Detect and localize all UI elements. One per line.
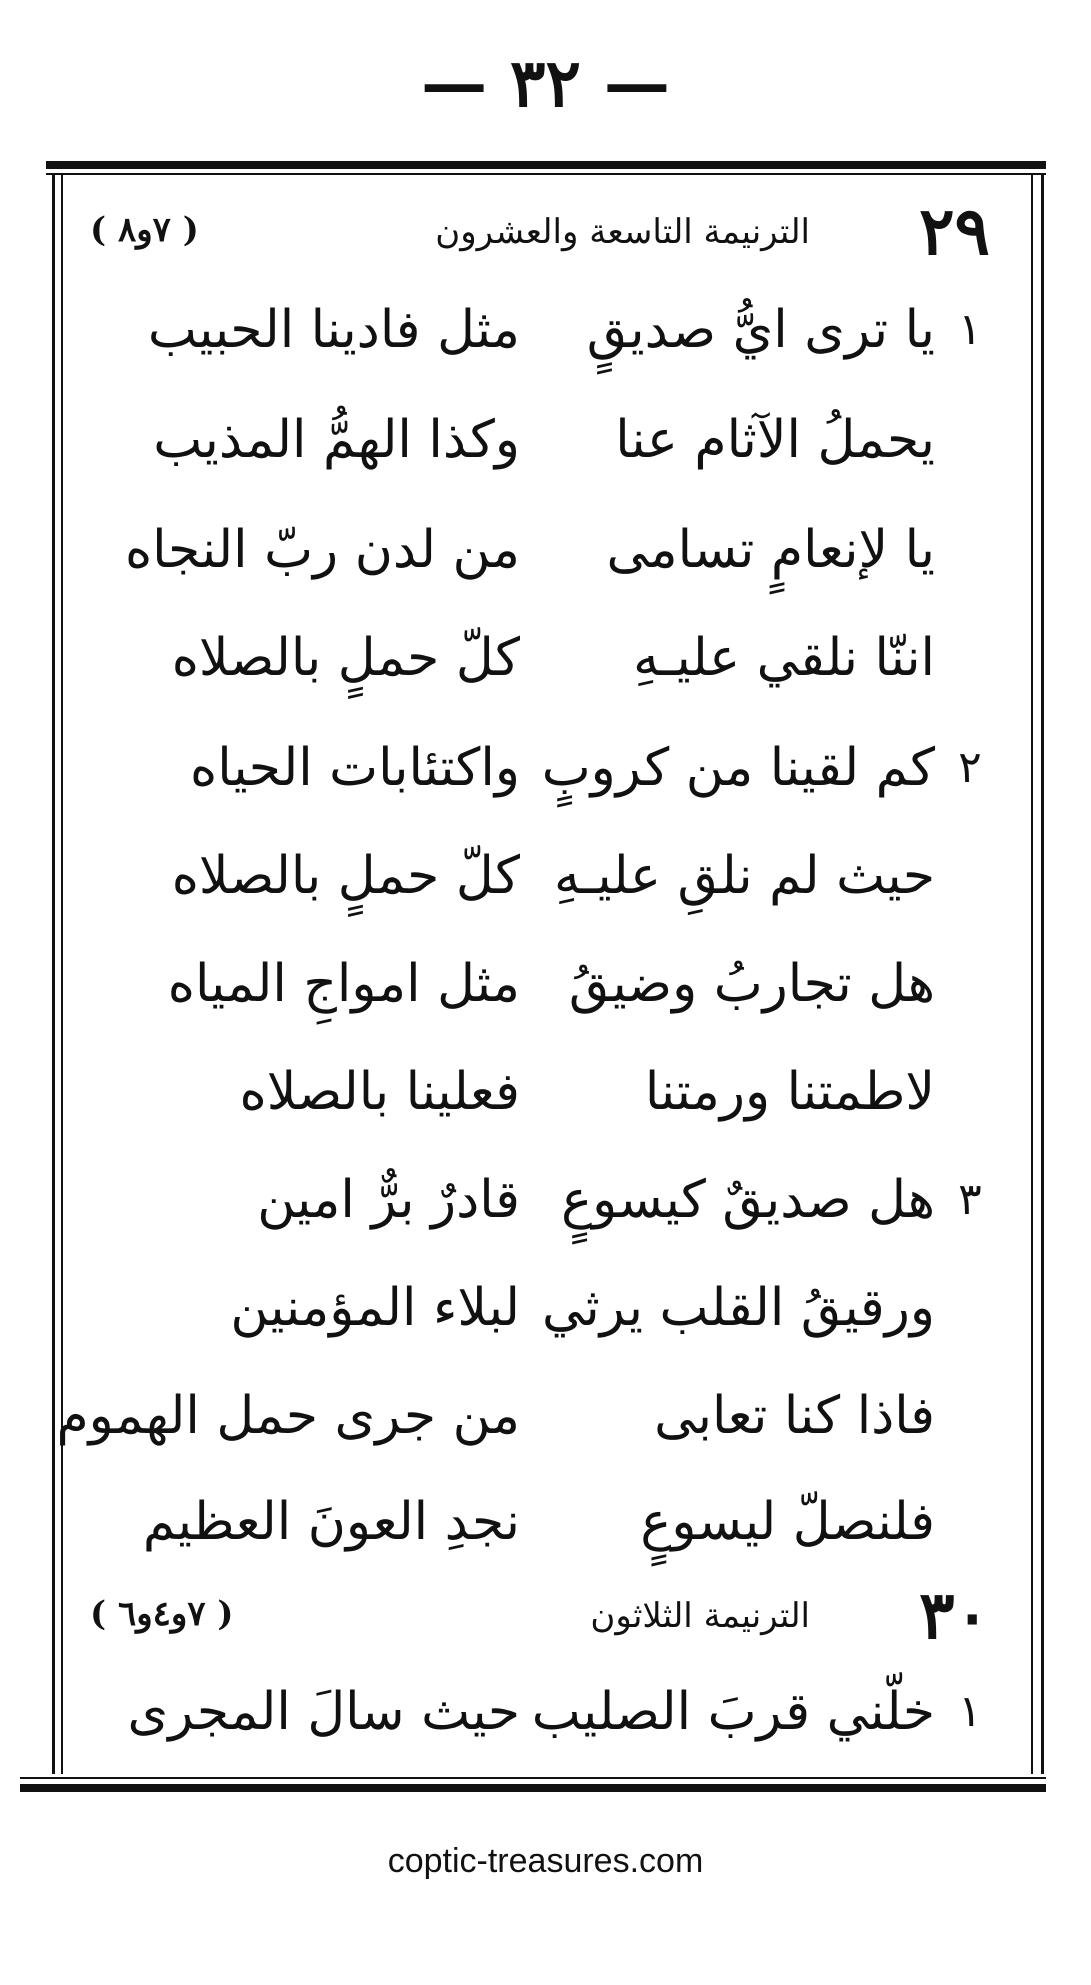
line-first-half: يا لإنعامٍ تسامى xyxy=(606,520,935,580)
line-first-half: حيث لم نلقِ عليـهِ xyxy=(553,846,935,906)
line-second-half: واكتئابات الحياه xyxy=(190,738,520,798)
frame-inner-right-rule xyxy=(1031,174,1033,1774)
line-first-half: خلّني قربَ الصليب xyxy=(531,1682,935,1742)
verse-line xyxy=(90,1160,990,1240)
hymn-number: ٣٠ xyxy=(919,1576,990,1654)
verse-number: ١ xyxy=(958,304,982,355)
verse-line xyxy=(90,1672,990,1752)
bottom-rule-thick xyxy=(20,1784,1046,1792)
verse-line xyxy=(90,836,990,916)
line-second-half: نجدِ العونَ العظيم xyxy=(142,1492,520,1552)
hymn-tune-meter: ( ٧و٨ ) xyxy=(90,210,199,250)
line-first-half: فلنصلّ ليسوعٍ xyxy=(640,1492,935,1552)
line-second-half: كلّ حملٍ بالصلاه xyxy=(171,846,520,906)
hymn-number: ٢٩ xyxy=(919,192,990,270)
line-second-half: مثل فادينا الحبيب xyxy=(147,300,520,360)
verse-line xyxy=(90,618,990,698)
footer-website: coptic-treasures.com xyxy=(387,1842,704,1880)
line-second-half: لبلاء المؤمنين xyxy=(230,1278,520,1338)
line-first-half: كم لقينا من كروبٍ xyxy=(541,738,935,798)
verse-line xyxy=(90,510,990,590)
verse-number: ٣ xyxy=(958,1174,982,1225)
verse-line xyxy=(90,1268,990,1348)
top-rule-thick xyxy=(46,161,1046,169)
line-second-half: من جرى حمل الهموم xyxy=(56,1386,520,1446)
hymn-title: الترنيمة التاسعة والعشرون xyxy=(435,212,810,252)
verse-line xyxy=(90,400,990,480)
line-second-half: فعلينا بالصلاه xyxy=(239,1062,520,1122)
frame-inner-left-rule xyxy=(61,174,63,1774)
hymn-title: الترنيمة الثلاثون xyxy=(590,1596,810,1636)
verse-number: ٢ xyxy=(958,742,982,793)
verse-line xyxy=(90,944,990,1024)
verse-line xyxy=(90,290,990,370)
line-first-half: يحملُ الآثام عنا xyxy=(615,410,935,470)
line-second-half: مثل امواجِ المياه xyxy=(167,954,520,1014)
line-first-half: فاذا كنا تعابى xyxy=(654,1386,935,1446)
page-number: — ٣٢ — xyxy=(421,44,670,122)
bottom-rule-thin xyxy=(20,1777,1046,1779)
verse-line xyxy=(90,1482,990,1562)
line-second-half: وكذا الهمُّ المذيب xyxy=(153,410,520,470)
verse-line xyxy=(90,1052,990,1132)
hymn-header xyxy=(90,192,990,270)
verse-line xyxy=(90,728,990,808)
line-first-half: يا ترى ايُّ صديقٍ xyxy=(586,300,935,360)
line-second-half: قادرٌ برٌّ امين xyxy=(257,1170,520,1230)
hymn-tune-meter: ( ٧و٤و٦ ) xyxy=(90,1594,234,1634)
line-first-half: ورقيقُ القلب يرثي xyxy=(541,1278,935,1338)
verse-number: ١ xyxy=(958,1686,982,1737)
line-first-half: اننّا نلقي عليـهِ xyxy=(633,628,935,688)
line-first-half: هل تجاربُ وضيقُ xyxy=(568,954,935,1014)
line-second-half: حيث سالَ المجرى xyxy=(127,1682,520,1742)
verse-line xyxy=(56,1376,990,1456)
line-first-half: لاطمتنا ورمتنا xyxy=(644,1062,935,1122)
line-first-half: هل صديقٌ كيسوعٍ xyxy=(561,1170,935,1230)
hymn-header xyxy=(90,1576,990,1654)
line-second-half: من لدن ربّ النجاه xyxy=(124,520,520,580)
line-second-half: كلّ حملٍ بالصلاه xyxy=(171,628,520,688)
